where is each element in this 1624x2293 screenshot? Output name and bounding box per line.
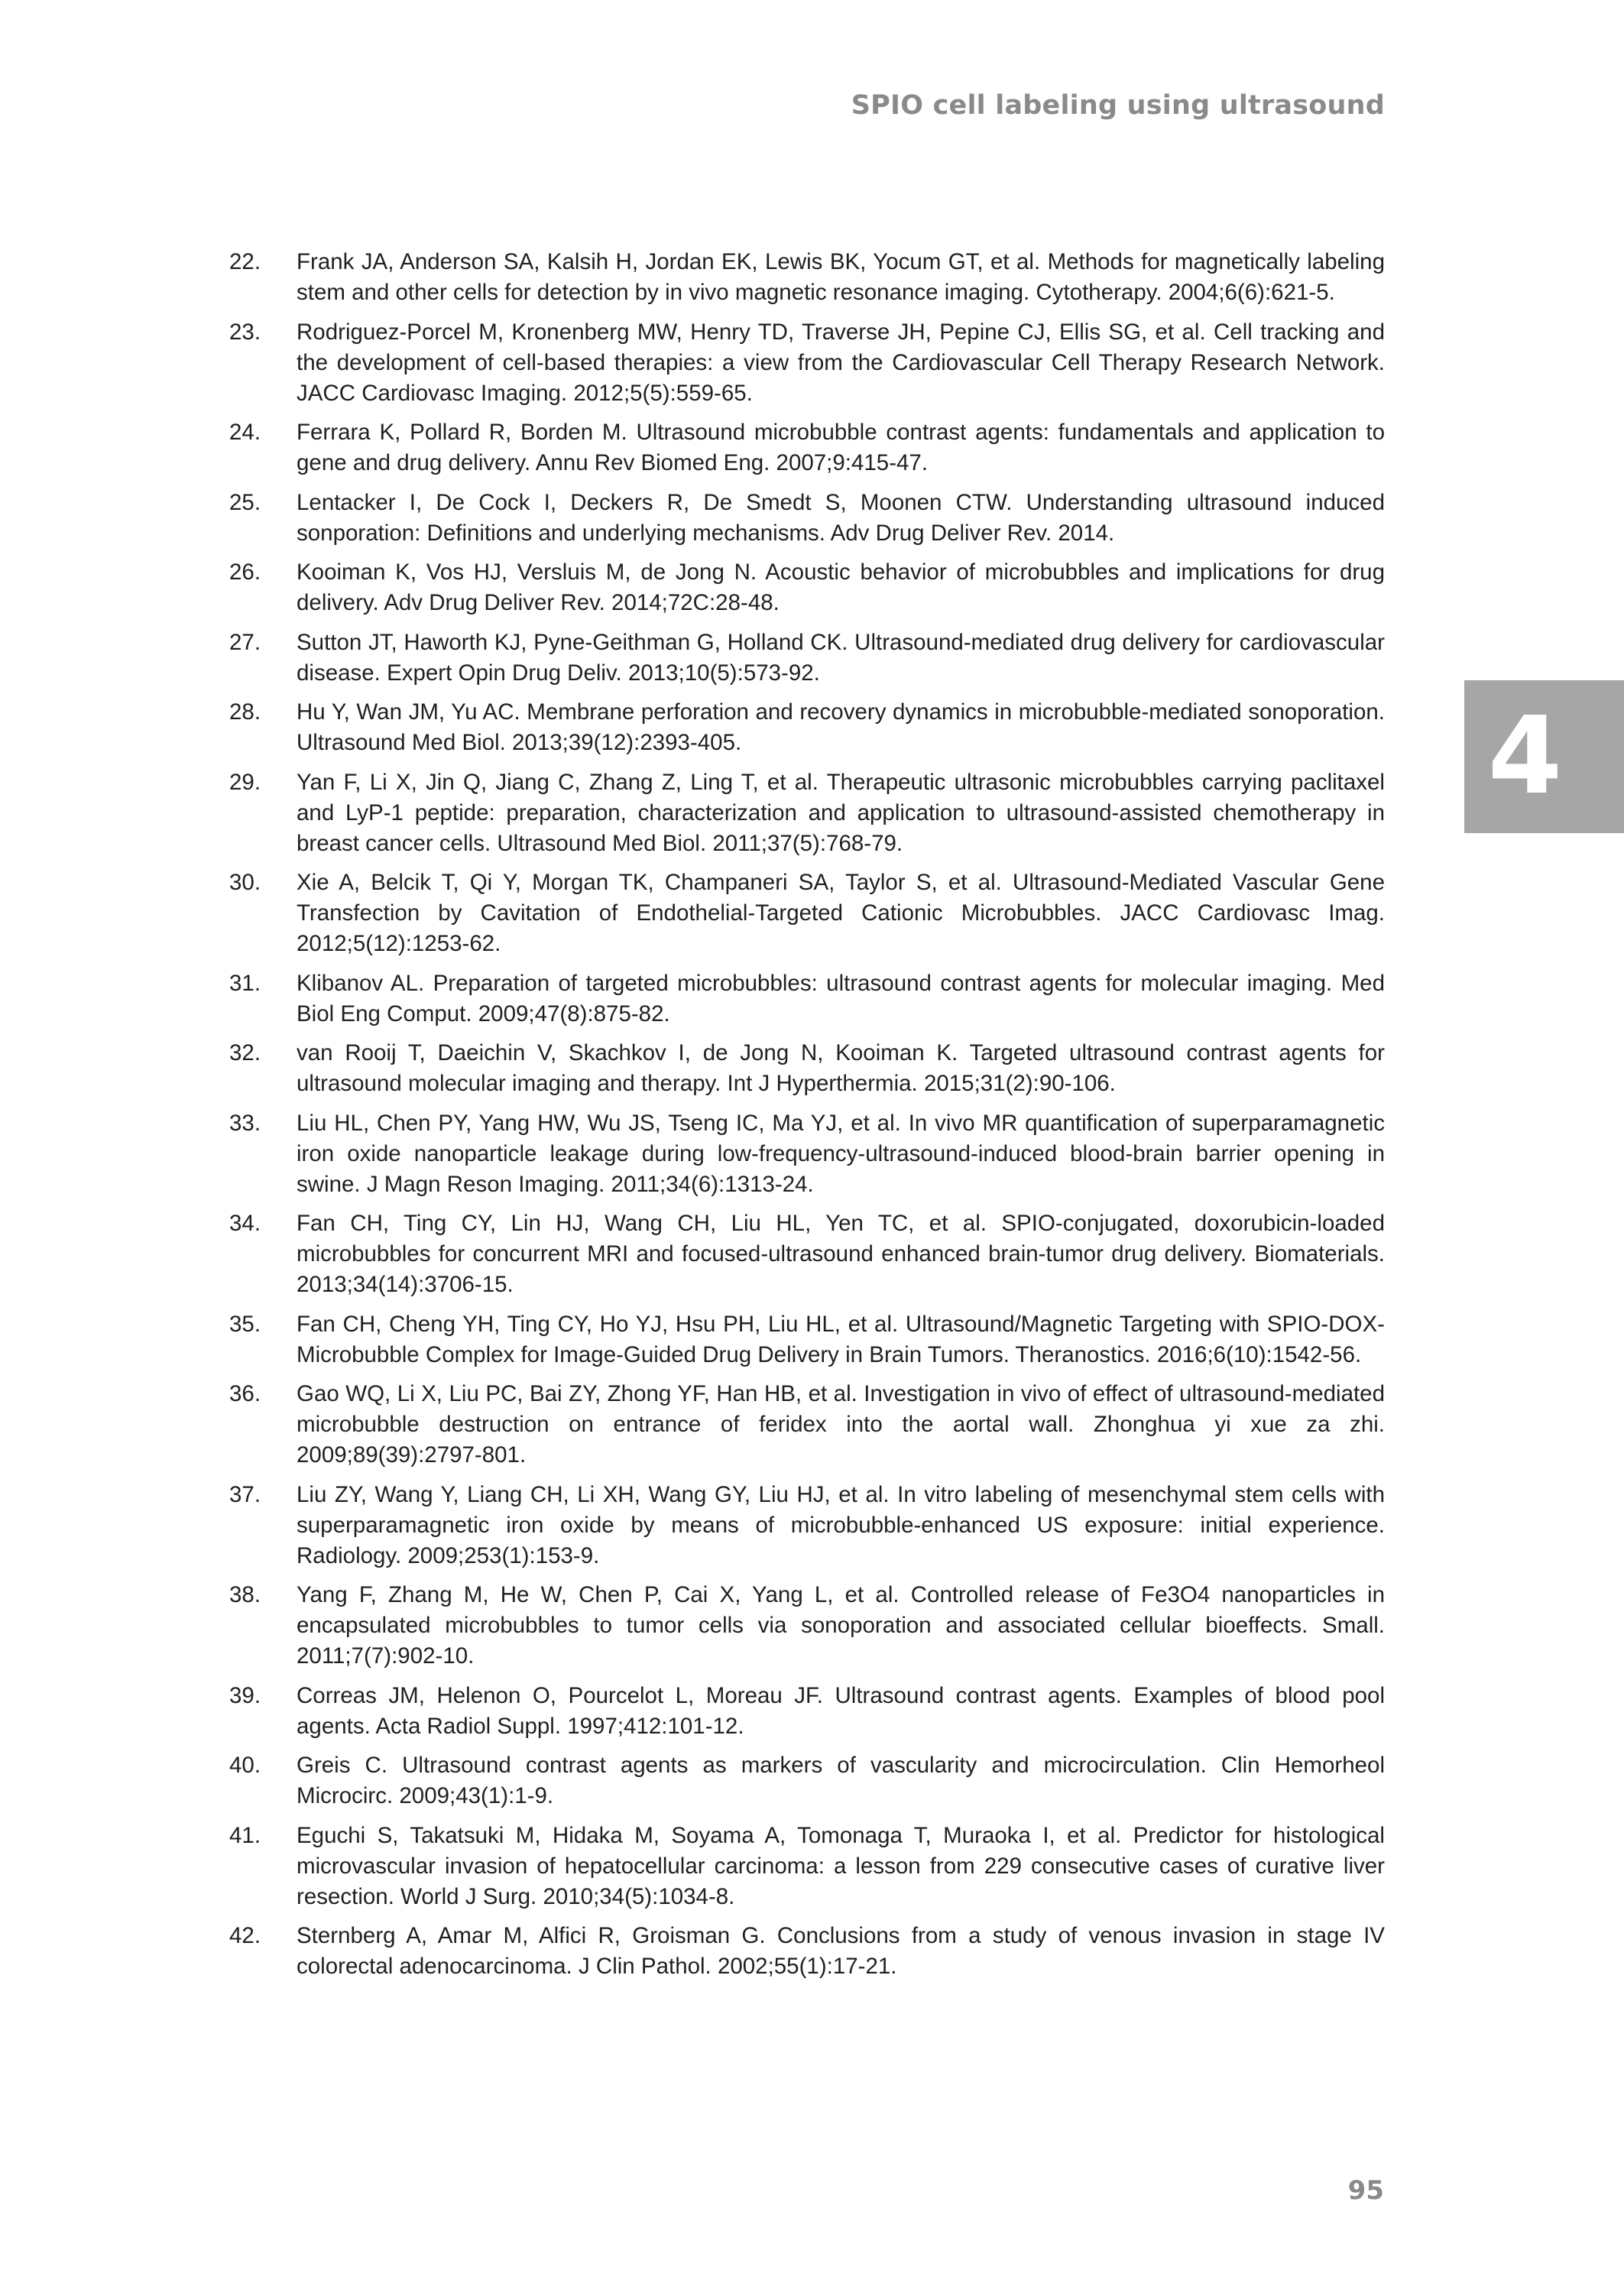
reference-number: 24. — [229, 420, 261, 445]
reference-text: Sternberg A, Amar M, Alfici R, Groisman G. Conclusions from a study of venous invasion in stage IV colorectal adenocarcinoma. J Clin Pathol. 2002;55(1):17-21. — [297, 1923, 1385, 1979]
reference-text: Liu ZY, Wang Y, Liang CH, Li XH, Wang GY, Liu HJ, et al. In vitro labeling of mesenchymal stem cells with superparamagnetic iron oxide by means of microbubble-enhanced US exposure: initial experience. Radiology. 2009;253(1):153-9. — [297, 1481, 1385, 1568]
reference-item — [229, 1108, 1385, 1200]
reference-number: 38. — [229, 1582, 261, 1607]
reference-text: Hu Y, Wan JM, Yu AC. Membrane perforation and recovery dynamics in microbubble-mediated sonoporation. Ultrasound Med Biol. 2013;39(12):2393-405. — [297, 699, 1385, 755]
reference-item — [229, 1480, 1385, 1571]
reference-item — [229, 1379, 1385, 1471]
reference-text: Ferrara K, Pollard R, Borden M. Ultrasound microbubble contrast agents: fundamentals and application to gene and drug delivery. Annu Rev Biomed Eng. 2007;9:415-47. — [297, 420, 1385, 475]
reference-number: 36. — [229, 1381, 261, 1406]
reference-item — [229, 968, 1385, 1030]
reference-number: 34. — [229, 1211, 261, 1236]
reference-text: Klibanov AL. Preparation of targeted microbubbles: ultrasound contrast agents for molecular imaging. Med Biol Eng Comput. 2009;47(8):875-82. — [297, 970, 1385, 1026]
reference-number: 23. — [229, 319, 261, 345]
reference-text: Eguchi S, Takatsuki M, Hidaka M, Soyama A, Tomonaga T, Muraoka I, et al. Predictor for histological microvascular invasion of hepatocellular carcinoma: a lesson from 229 consecutive cases of curative liver resection. World J Surg. 2010;34(5):1034-8. — [297, 1822, 1385, 1909]
reference-number: 35. — [229, 1311, 261, 1337]
reference-list — [229, 247, 1385, 1991]
reference-text: Frank JA, Anderson SA, Kalsih H, Jordan EK, Lewis BK, Yocum GT, et al. Methods for magnetically labeling stem and other cells for detection by in vivo magnetic resonance imaging. Cytotherapy. 2004;6(6):621-5. — [297, 249, 1385, 305]
reference-text: Sutton JT, Haworth KJ, Pyne-Geithman G, Holland CK. Ultrasound-mediated drug delivery for cardiovascular disease. Expert Opin Drug Deliv. 2013;10(5):573-92. — [297, 629, 1385, 686]
reference-item — [229, 1309, 1385, 1370]
reference-item — [229, 1580, 1385, 1672]
reference-item — [229, 247, 1385, 308]
reference-text: van Rooij T, Daeichin V, Skachkov I, de Jong N, Kooiman K. Targeted ultrasound contrast agents for ultrasound molecular imaging and therapy. Int J Hyperthermia. 2015;31(2):90-106. — [297, 1040, 1385, 1096]
reference-number: 42. — [229, 1923, 261, 1948]
reference-text: Lentacker I, De Cock I, Deckers R, De Smedt S, Moonen CTW. Understanding ultrasound induced sonporation: Definitions and underlying mechanisms. Adv Drug Deliver Rev. 2014. — [297, 489, 1385, 546]
running-header-title: SPIO cell labeling using ultrasound — [851, 90, 1385, 121]
reference-number: 22. — [229, 249, 261, 274]
reference-number: 39. — [229, 1682, 261, 1708]
reference-text: Xie A, Belcik T, Qi Y, Morgan TK, Champaneri SA, Taylor S, et al. Ultrasound-Mediated Vascular Gene Transfection by Cavitation of Endothelial-Targeted Cationic Microbubbles. JACC Cardiovasc Imag. 2012;5(12):1253-62. — [297, 870, 1385, 956]
reference-number: 27. — [229, 629, 261, 655]
page-number: 95 — [1347, 2175, 1384, 2206]
reference-item — [229, 1208, 1385, 1300]
reference-item — [229, 317, 1385, 409]
reference-text: Gao WQ, Li X, Liu PC, Bai ZY, Zhong YF, Han HB, et al. Investigation in vivo of effect of ultrasound-mediated microbubble destruction on entrance of feridex into the aortal wall. Zhonghua yi xue za zhi. 2009;89(39):2797-801. — [297, 1381, 1385, 1468]
reference-text: Rodriguez-Porcel M, Kronenberg MW, Henry TD, Traverse JH, Pepine CJ, Ellis SG, et al. Cell tracking and the development of cell-based therapies: a view from the Cardiovascular Cell Therapy Research Network. JACC Cardiovasc Imaging. 2012;5(5):559-65. — [297, 319, 1385, 406]
reference-item — [229, 557, 1385, 618]
reference-item — [229, 1681, 1385, 1742]
reference-number: 25. — [229, 489, 261, 515]
reference-item — [229, 1038, 1385, 1099]
reference-item — [229, 628, 1385, 689]
reference-number: 40. — [229, 1753, 261, 1778]
reference-text: Kooiman K, Vos HJ, Versluis M, de Jong N. Acoustic behavior of microbubbles and implications for drug delivery. Adv Drug Deliver Rev. 2014;72C:28-48. — [297, 559, 1385, 615]
reference-item — [229, 1821, 1385, 1912]
reference-number: 41. — [229, 1822, 261, 1848]
reference-item — [229, 697, 1385, 758]
reference-item — [229, 1750, 1385, 1811]
reference-number: 28. — [229, 699, 261, 725]
reference-text: Greis C. Ultrasound contrast agents as markers of vascularity and microcirculation. Clin Hemorheol Microcirc. 2009;43(1):1-9. — [297, 1753, 1385, 1808]
reference-number: 26. — [229, 559, 261, 585]
reference-text: Yang F, Zhang M, He W, Chen P, Cai X, Yang L, et al. Controlled release of Fe3O4 nanoparticles in encapsulated microbubbles to tumor cells via sonoporation and associated cellular bioeffects. Small. 2011;7(7):902-10. — [297, 1582, 1385, 1669]
reference-number: 37. — [229, 1481, 261, 1507]
reference-item — [229, 868, 1385, 959]
reference-text: Correas JM, Helenon O, Pourcelot L, Moreau JF. Ultrasound contrast agents. Examples of blood pool agents. Acta Radiol Suppl. 1997;412:101-12. — [297, 1682, 1385, 1739]
reference-item — [229, 488, 1385, 549]
chapter-tab — [1464, 680, 1624, 833]
reference-text: Fan CH, Ting CY, Lin HJ, Wang CH, Liu HL, Yen TC, et al. SPIO-conjugated, doxorubicin-loaded microbubbles for concurrent MRI and focused-ultrasound enhanced brain-tumor drug delivery. Biomaterials. 2013;34(14):3706-15. — [297, 1211, 1385, 1297]
reference-text: Liu HL, Chen PY, Yang HW, Wu JS, Tseng IC, Ma YJ, et al. In vivo MR quantification of superparamagnetic iron oxide nanoparticle leakage during low-frequency-ultrasound-induced blood-brain barrier opening in swine. J Magn Reson Imaging. 2011;34(6):1313-24. — [297, 1110, 1385, 1197]
reference-number: 30. — [229, 870, 261, 895]
reference-item — [229, 1921, 1385, 1982]
reference-text: Yan F, Li X, Jin Q, Jiang C, Zhang Z, Ling T, et al. Therapeutic ultrasonic microbubbles carrying paclitaxel and LyP-1 peptide: preparation, characterization and application to ultrasound-assisted chemotherapy in breast cancer cells. Ultrasound Med Biol. 2011;37(5):768-79. — [297, 769, 1385, 856]
reference-number: 31. — [229, 970, 261, 996]
reference-number: 29. — [229, 769, 261, 795]
reference-item — [229, 767, 1385, 859]
reference-text: Fan CH, Cheng YH, Ting CY, Ho YJ, Hsu PH, Liu HL, et al. Ultrasound/Magnetic Targeting with SPIO-DOX-Microbubble Complex for Image-Guided Drug Delivery in Brain Tumors. Theranostics. 2016;6(10):1542-56. — [297, 1311, 1385, 1367]
reference-number: 33. — [229, 1110, 261, 1136]
reference-item — [229, 417, 1385, 478]
reference-number: 32. — [229, 1040, 261, 1065]
chapter-number: 4 — [1487, 694, 1563, 819]
